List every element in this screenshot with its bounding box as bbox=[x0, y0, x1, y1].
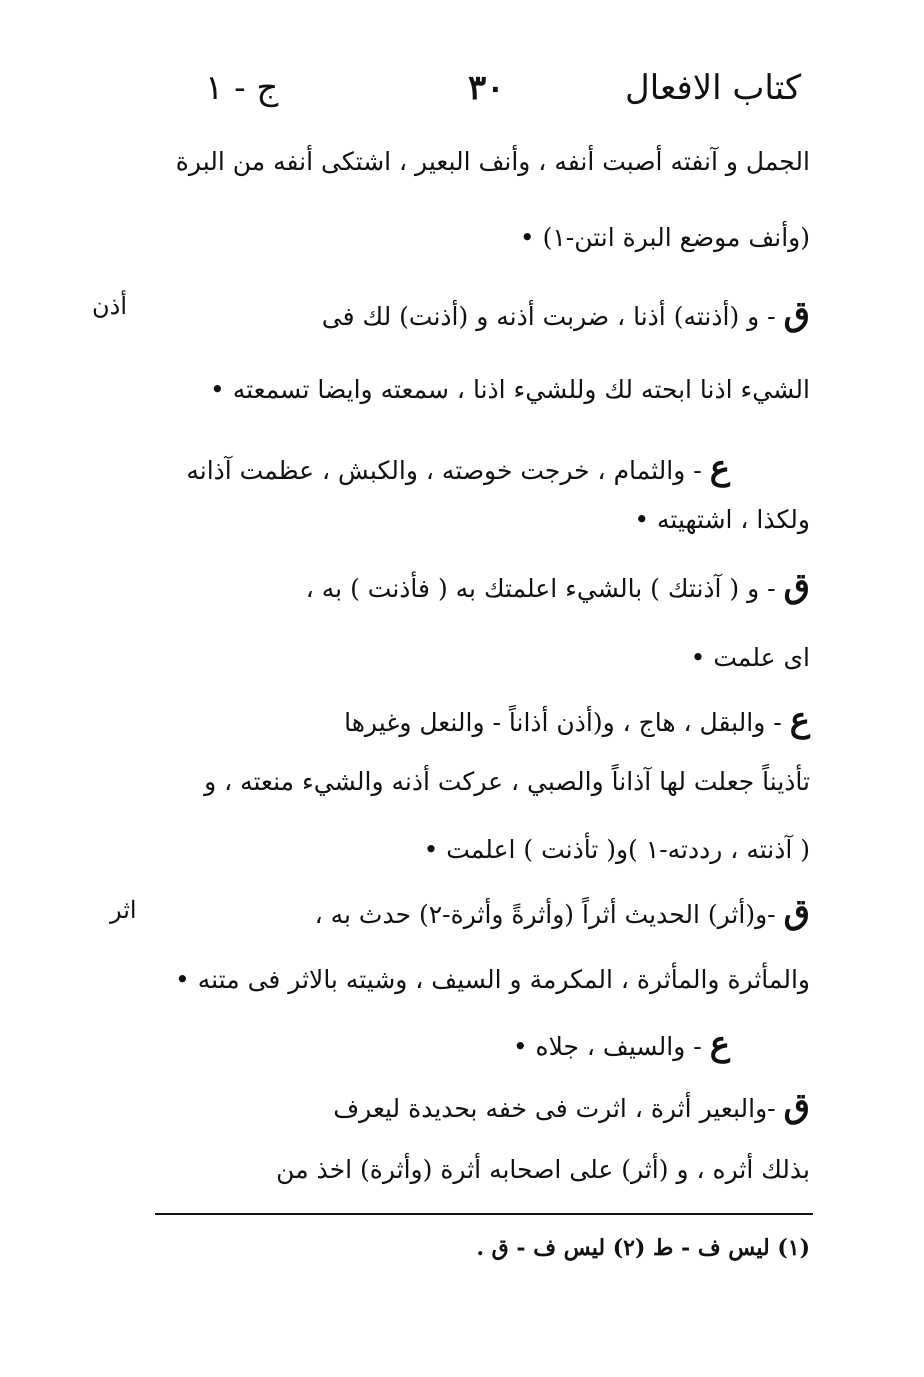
text-line: الجمل و آنفته أصبت أنفه ، وأنف البعير ، اشتكى أنفه من البرة bbox=[175, 147, 810, 176]
entry-marker: ق bbox=[783, 1086, 810, 1126]
running-title: كتاب الافعال bbox=[625, 68, 802, 108]
text-line: ق- و (أذنته) أذنا ، ضربت أذنه و (أذنت) لك فى bbox=[321, 294, 810, 334]
text-line: ( آذنته ، رددته-١ )و( تأذنت ) اعلمت • bbox=[423, 835, 810, 864]
page-number: ٣٠ bbox=[468, 68, 505, 108]
text-line: ولكذا ، اشتهيته • bbox=[634, 505, 810, 534]
entry-marker: ع bbox=[789, 700, 810, 740]
text-line: ع- والثمام ، خرجت خوصته ، والكبش ، عظمت آذانه bbox=[186, 448, 730, 488]
entry-marker: ع bbox=[709, 448, 730, 488]
text-line: والمأثرة والمأثرة ، المكرمة و السيف ، وشيته بالاثر فى متنه • bbox=[175, 965, 810, 994]
text-line: ع- والسيف ، جلاه • bbox=[512, 1024, 730, 1064]
volume-label: ج - ١ bbox=[205, 68, 279, 108]
margin-entry-word: أذن bbox=[92, 292, 127, 320]
text-line: ق-والبعير أثرة ، اثرت فى خفه بحديدة ليعرف bbox=[333, 1086, 810, 1126]
text-line: تأذيناً جعلت لها آذاناً والصبي ، عركت أذنه والشيء منعته ، و bbox=[204, 767, 810, 796]
text-line: (وأنف موضع البرة انتن-١) • bbox=[519, 223, 810, 252]
text-line: ق- و ( آذنتك ) بالشيء اعلمتك به ( فأذنت ) به ، bbox=[305, 566, 810, 606]
text-line: ق-و(أثر) الحديث أثراً (وأثرةً وأثرة-٢) حدث به ، bbox=[314, 892, 810, 932]
entry-marker: ق bbox=[783, 294, 810, 334]
footnote-divider bbox=[155, 1213, 813, 1215]
text-line: ع- والبقل ، هاج ، و(أذن أذاناً - والنعل وغيرها bbox=[344, 700, 810, 740]
text-line: اى علمت • bbox=[690, 643, 810, 672]
footnote: (١) ليس ف - ط (٢) ليس ف - ق . bbox=[476, 1235, 810, 1261]
margin-entry-word: اثر bbox=[110, 896, 137, 924]
entry-marker: ع bbox=[709, 1024, 730, 1064]
text-line: بذلك أثره ، و (أثر) على اصحابه أثرة (وأثرة) اخذ من bbox=[276, 1155, 810, 1184]
entry-marker: ق bbox=[783, 566, 810, 606]
entry-marker: ق bbox=[783, 892, 810, 932]
text-line: الشيء اذنا ابحته لك وللشيء اذنا ، سمعته وايضا تسمعته • bbox=[210, 375, 810, 404]
